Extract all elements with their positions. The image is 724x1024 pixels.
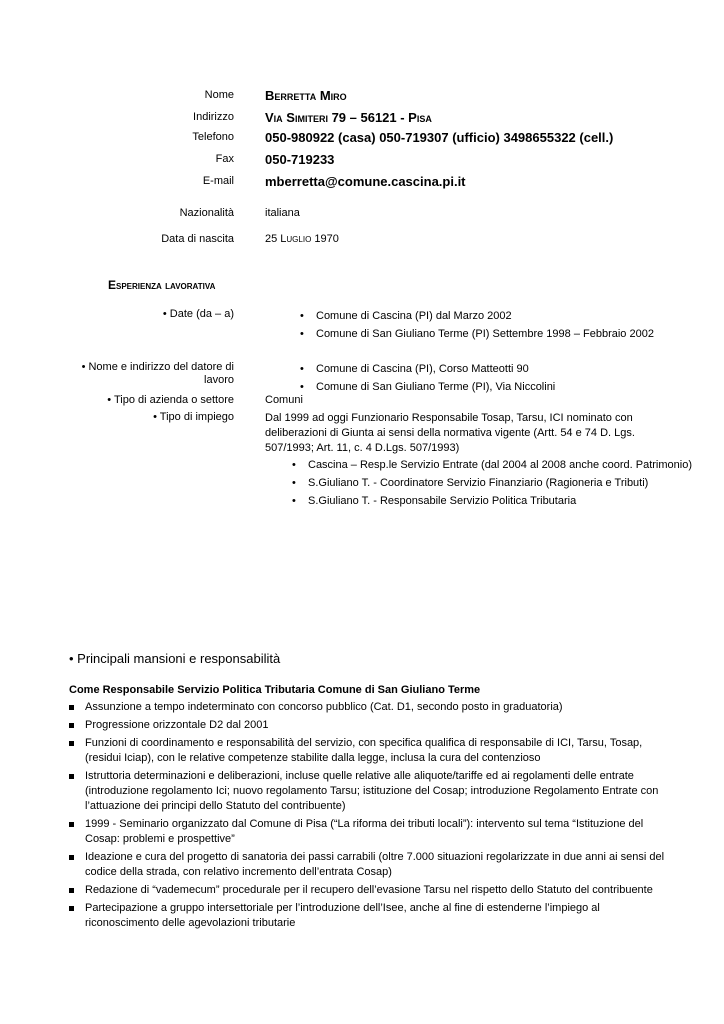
- list-item: • Comune di Cascina (PI) dal Marzo 2002: [300, 307, 654, 325]
- employer-list: [300, 360, 555, 396]
- square-bullet-icon: [69, 774, 74, 779]
- list-item: Ideazione e cura del progetto di sanatoria dei passi carrabili (oltre 7.000 situazioni regolarizzate in due anni ai sensi del codice della strada, con relativo incremento dell’entrata Cosap): [69, 850, 669, 880]
- list-item: • Comune di Cascina (PI), Corso Matteotti 90: [300, 360, 555, 378]
- responsibilities-list: [69, 700, 669, 934]
- list-item: Istruttoria determinazioni e deliberazioni, incluse quelle relative alle aliquote/tariffe ed ai regolamenti delle entrate (introduzione regolamento Ici; nuovo regolamento Tarsu; istituzione del Cosap; introduzione Regolamento Entrate con l’attuazione dei principi dello Statuto del contribuente): [69, 769, 669, 814]
- list-item: Partecipazione a gruppo intersettoriale per l’introduzione dell’Isee, anche al fine di estenderne l’impiego al riconoscimento delle agevolazioni tributarie: [69, 901, 669, 931]
- square-bullet-icon: [69, 906, 74, 911]
- company-type-value: Comuni: [265, 394, 303, 406]
- list-item: Redazione di “vademecum” procedurale per il recupero dell’evasione Tarsu nel rispetto dello Statuto del contribuente: [69, 883, 669, 898]
- list-item: • Cascina – Resp.le Servizio Entrate (dal 2004 al 2008 anche coord. Patrimonio): [292, 456, 692, 474]
- square-bullet-icon: [69, 741, 74, 746]
- nationality-label: Nazionalità: [179, 207, 234, 219]
- name-label: Nome: [204, 89, 234, 101]
- email-label: E-mail: [202, 175, 234, 187]
- birth-value: 25 Luglio 1970: [265, 233, 339, 245]
- fax-label: Fax: [215, 153, 234, 165]
- dates-label: • Date (da – a): [162, 308, 234, 320]
- dates-list: [300, 307, 654, 343]
- square-bullet-icon: [69, 822, 74, 827]
- job-type-value: Dal 1999 ad oggi Funzionario Responsabile Tosap, Tarsu, ICI nominato con deliberazioni di Giunta ai sensi della normativa vigente (Artt. 54 e 74 D. Lgs. 507/1993; Art. 11, c. 4 D.Lgs. 507/1993): [265, 412, 635, 454]
- name-value: Berretta Miro: [265, 88, 347, 103]
- square-bullet-icon: [69, 855, 74, 860]
- company-type-label: • Tipo di azienda o settore: [107, 394, 234, 406]
- square-bullet-icon: [69, 705, 74, 710]
- list-item: • Comune di San Giuliano Terme (PI), Via Niccolini: [300, 378, 555, 396]
- responsibilities-subheading: Come Responsabile Servizio Politica Tributaria Comune di San Giuliano Terme: [69, 684, 481, 696]
- phone-value: 050-980922 (casa) 050-719307 (ufficio) 3498655322 (cell.): [265, 130, 614, 145]
- email-value[interactable]: mberretta@comune.cascina.pi.it: [265, 174, 466, 189]
- list-item: Assunzione a tempo indeterminato con concorso pubblico (Cat. D1, secondo posto in graduatoria): [69, 700, 669, 715]
- roles-list: [292, 456, 692, 510]
- fax-value: 050-719233: [265, 152, 335, 167]
- job-type-label: • Tipo di impiego: [153, 411, 234, 423]
- list-item: • S.Giuliano T. - Coordinatore Servizio Finanziario (Ragioneria e Tributi): [292, 474, 692, 492]
- square-bullet-icon: [69, 888, 74, 893]
- list-item: Progressione orizzontale D2 dal 2001: [69, 718, 669, 733]
- list-item: Funzioni di coordinamento e responsabilità del servizio, con specifica qualifica di responsabile di ICI, Tarsu, Tosap, (residui Iciap), con le relative competenze stabilite dalla legge, inclusa la cura del contenzioso: [69, 736, 669, 766]
- nationality-value: italiana: [265, 207, 300, 219]
- birth-label: Data di nascita: [161, 233, 234, 245]
- square-bullet-icon: [69, 723, 74, 728]
- phone-label: Telefono: [192, 131, 234, 143]
- employer-label: • Nome e indirizzo del datore di lavoro: [81, 361, 234, 386]
- responsibilities-heading: • Principali mansioni e responsabilità: [69, 651, 281, 666]
- address-label: Indirizzo: [193, 111, 234, 123]
- list-item: • Comune di San Giuliano Terme (PI) Settembre 1998 – Febbraio 2002: [300, 325, 654, 343]
- list-item: 1999 - Seminario organizzato dal Comune di Pisa (“La riforma dei tributi locali”): intervento sul tema “Istituzione del Cosap: problemi e prospettive”: [69, 817, 669, 847]
- address-value: Via Simiteri 79 – 56121 - Pisa: [265, 110, 432, 125]
- experience-heading: Esperienza lavorativa: [108, 278, 216, 292]
- list-item: • S.Giuliano T. - Responsabile Servizio Politica Tributaria: [292, 492, 692, 510]
